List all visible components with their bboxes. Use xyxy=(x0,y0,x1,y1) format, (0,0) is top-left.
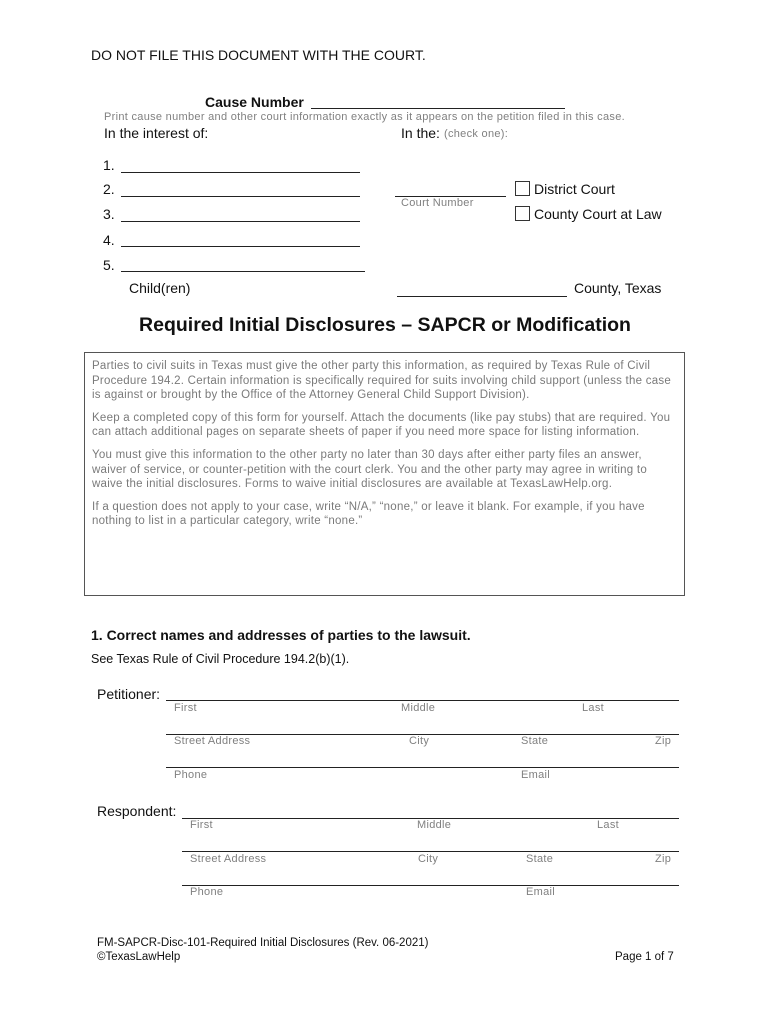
petitioner-contact-field[interactable] xyxy=(166,767,679,768)
respondent-street-label: Street Address xyxy=(190,853,267,865)
check-one-note: (check one): xyxy=(444,128,509,140)
respondent-label: Respondent: xyxy=(97,803,177,819)
district-court-checkbox[interactable] xyxy=(515,181,530,196)
child-name-field-5[interactable] xyxy=(121,271,365,272)
cause-instructions: Print cause number and other court information exactly as it appears on the petition filed in this case. xyxy=(104,111,625,123)
respondent-address-field[interactable] xyxy=(182,851,679,852)
petitioner-first-label: First xyxy=(174,702,197,714)
instructions-paragraph-4: If a question does not apply to your case, write “N/A,” “none,” or leave it blank. For example, if you have nothing to list in a particular category, write “none.” xyxy=(92,500,645,528)
petitioner-label: Petitioner: xyxy=(97,686,161,702)
district-court-label: District Court xyxy=(534,181,615,197)
child-number-4: 4. xyxy=(103,232,115,248)
respondent-middle-label: Middle xyxy=(417,819,452,831)
respondent-email-label: Email xyxy=(526,886,556,898)
instructions-paragraph-2: Keep a completed copy of this form for yourself. Attach the documents (like pay stubs) that are required. You can attach additional pages on separate sheets of paper if you need more space for listing information. xyxy=(92,411,671,439)
instructions-box xyxy=(84,352,685,596)
child-number-5: 5. xyxy=(103,257,115,273)
county-texas-label: County, Texas xyxy=(574,280,662,296)
child-number-1: 1. xyxy=(103,157,115,173)
in-the-label: In the: xyxy=(401,125,440,141)
section-1-heading: 1. Correct names and addresses of parties to the lawsuit. xyxy=(91,627,471,643)
child-name-field-4[interactable] xyxy=(121,246,360,247)
cause-number-field[interactable] xyxy=(311,108,565,109)
child-name-field-2[interactable] xyxy=(121,196,360,197)
section-1-rule: See Texas Rule of Civil Procedure 194.2(b)(1). xyxy=(91,652,350,666)
child-name-field-1[interactable] xyxy=(121,172,360,173)
form-id: FM-SAPCR-Disc-101-Required Initial Disclosures (Rev. 06-2021) xyxy=(97,937,429,949)
children-label: Child(ren) xyxy=(129,280,191,296)
petitioner-state-label: State xyxy=(521,735,549,747)
interest-of-label: In the interest of: xyxy=(104,125,209,141)
child-number-2: 2. xyxy=(103,181,115,197)
petitioner-email-label: Email xyxy=(521,769,551,781)
petitioner-last-label: Last xyxy=(582,702,604,714)
respondent-zip-label: Zip xyxy=(655,853,672,865)
respondent-contact-field[interactable] xyxy=(182,885,679,886)
respondent-city-label: City xyxy=(418,853,439,865)
petitioner-name-field[interactable] xyxy=(166,700,679,701)
respondent-phone-label: Phone xyxy=(190,886,224,898)
respondent-first-label: First xyxy=(190,819,213,831)
petitioner-city-label: City xyxy=(409,735,430,747)
document-title: Required Initial Disclosures – SAPCR or Modification xyxy=(139,314,631,336)
petitioner-street-label: Street Address xyxy=(174,735,251,747)
respondent-state-label: State xyxy=(526,853,554,865)
court-number-label: Court Number xyxy=(401,197,474,209)
instructions-paragraph-3: You must give this information to the other party no later than 30 days after either party files an answer, waiver of service, or counter-petition with the court clerk. You and the other party may agree in writing to waive the initial disclosures. Forms to waive initial disclosures are available at TexasLawHelp.org. xyxy=(92,448,647,491)
child-name-field-3[interactable] xyxy=(121,221,360,222)
respondent-last-label: Last xyxy=(597,819,619,831)
do-not-file-warning: DO NOT FILE THIS DOCUMENT WITH THE COURT. xyxy=(91,47,426,63)
petitioner-zip-label: Zip xyxy=(655,735,672,747)
child-number-3: 3. xyxy=(103,206,115,222)
county-court-label: County Court at Law xyxy=(534,206,662,222)
copyright: ©TexasLawHelp xyxy=(97,951,181,963)
cause-number-label: Cause Number xyxy=(205,94,304,110)
petitioner-phone-label: Phone xyxy=(174,769,208,781)
page-number: Page 1 of 7 xyxy=(615,951,674,963)
county-court-checkbox[interactable] xyxy=(515,206,530,221)
county-field[interactable] xyxy=(397,296,567,297)
petitioner-middle-label: Middle xyxy=(401,702,436,714)
instructions-paragraph-1: Parties to civil suits in Texas must give the other party this information, as required by Texas Rule of Civil Procedure 194.2. Certain information is specifically required for suits involving child support (unless the case is against or brought by the Office of the Attorney General Child Support Division). xyxy=(92,360,671,402)
